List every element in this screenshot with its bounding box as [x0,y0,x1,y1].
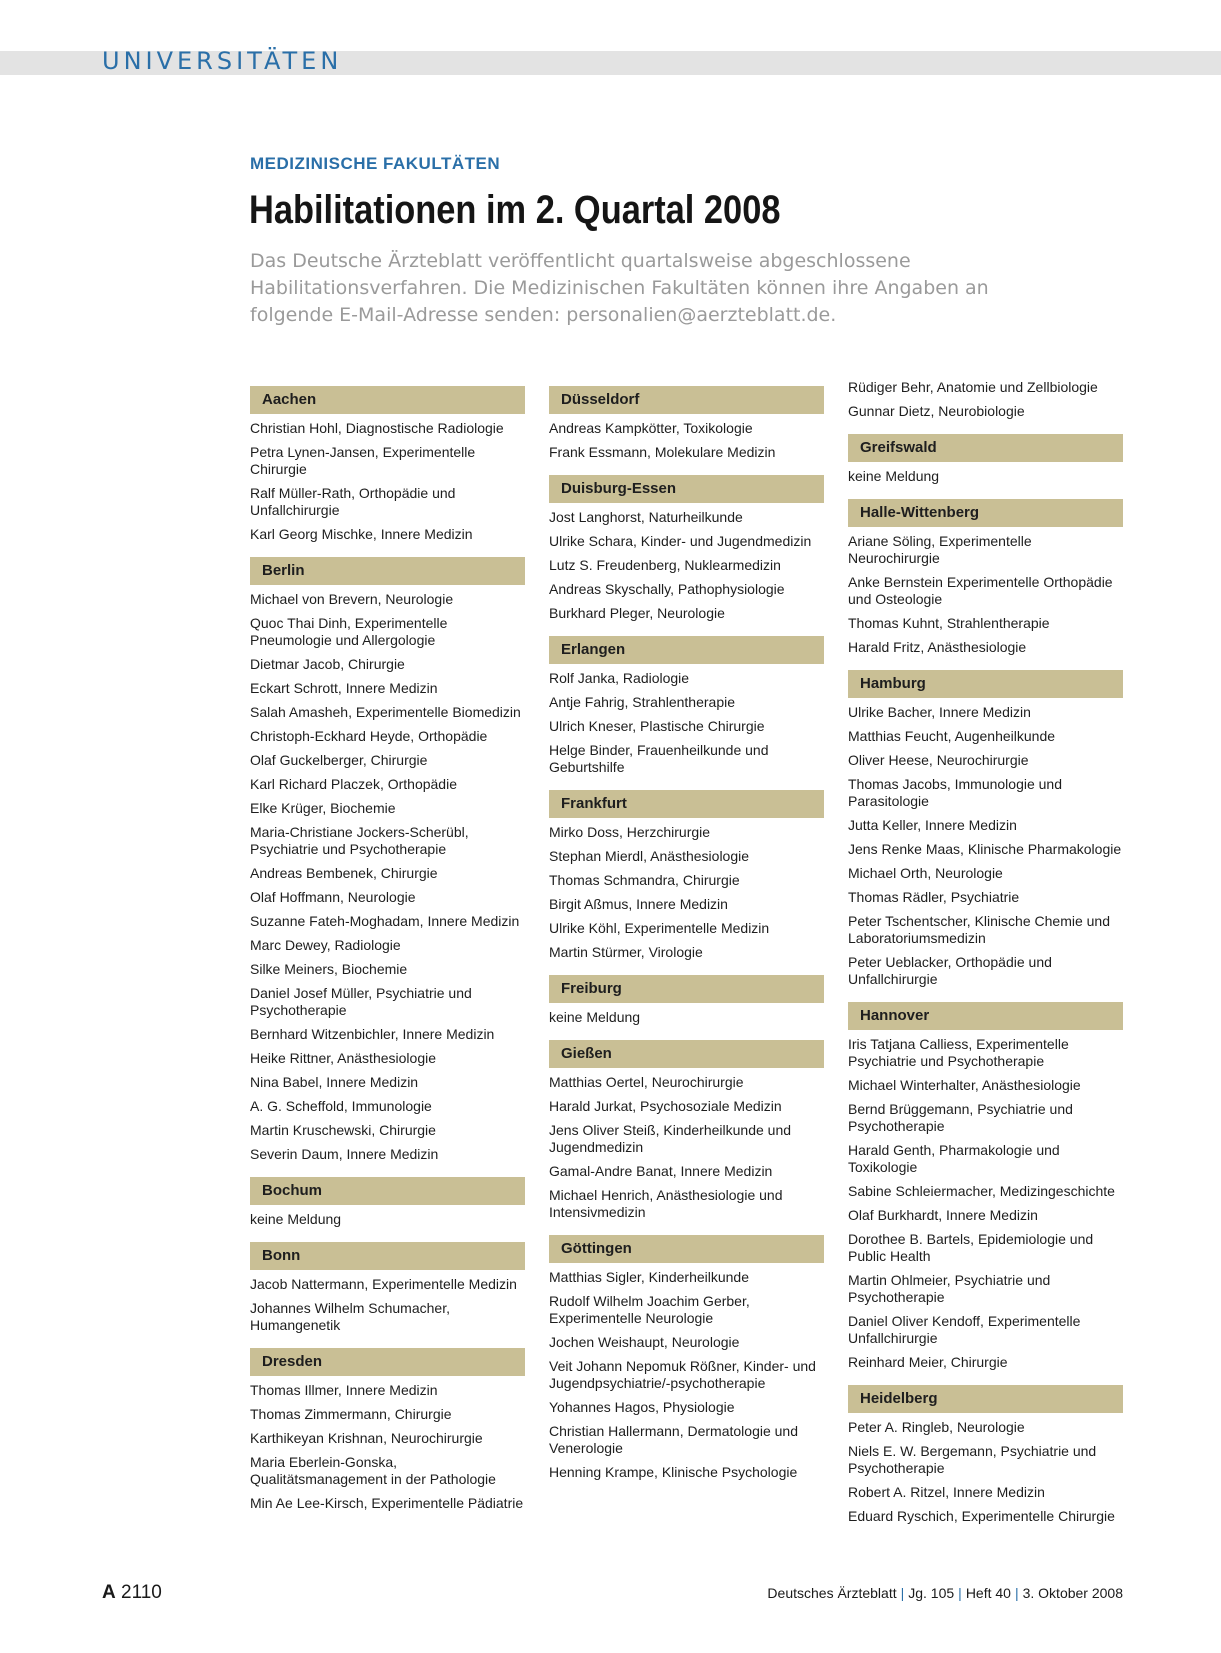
habilitation-list [250,420,525,543]
faculty-group-greifswald [848,434,1123,485]
habilitation-entry: Suzanne Fateh-Moghadam, Innere Medizin [250,913,520,929]
habilitation-entry: Salah Amasheh, Experimentelle Biomedizin [250,704,521,720]
habilitation-entry: Peter Tschentscher, Klinische Chemie und Laboratoriumsmedizin [848,913,1110,946]
habilitation-entry: Matthias Oertel, Neurochirurgie [549,1074,744,1090]
habilitation-entry: Veit Johann Nepomuk Rößner, Kinder- und Jugendpsychiatrie/-psychotherapie [549,1358,816,1391]
habilitation-entry: Antje Fahrig, Strahlentherapie [549,694,735,710]
habilitation-entry: Thomas Jacobs, Immunologie und Parasitologie [848,776,1062,809]
habilitation-entry: Thomas Kuhnt, Strahlentherapie [848,615,1050,631]
habilitation-entry: Frank Essmann, Molekulare Medizin [549,444,776,460]
habilitation-entry: Iris Tatjana Calliess, Experimentelle Psychiatrie und Psychotherapie [848,1036,1069,1069]
faculty-group-hamburg [848,670,1123,988]
habilitation-entry: Daniel Oliver Kendoff, Experimentelle Unfallchirurgie [848,1313,1081,1346]
habilitation-entry: Jens Oliver Steiß, Kinderheilkunde und Jugendmedizin [549,1122,792,1155]
column-1 [250,386,525,1526]
habilitation-entry: Christian Hohl, Diagnostische Radiologie [250,420,504,436]
faculty-header: Heidelberg [848,1385,1123,1413]
habilitation-entry: Dorothee B. Bartels, Epidemiologie und Public Health [848,1231,1094,1264]
habilitation-entry: Gunnar Dietz, Neurobiologie [848,403,1025,419]
faculty-header: Frankfurt [549,790,824,818]
faculty-header: Greifswald [848,434,1123,462]
faculty-group-duisburg-essen [549,475,824,622]
habilitation-entry: Michael Winterhalter, Anästhesiologie [848,1077,1081,1093]
habilitation-entry: Peter A. Ringleb, Neurologie [848,1419,1025,1435]
faculty-group-halle-wittenberg [848,499,1123,656]
habilitation-list [549,1269,824,1481]
habilitation-entry: Christoph-Eckhard Heyde, Orthopädie [250,728,488,744]
habilitation-entry: Silke Meiners, Biochemie [250,961,408,977]
habilitation-entry: Olaf Burkhardt, Innere Medizin [848,1207,1038,1223]
faculty-header: Aachen [250,386,525,414]
faculty-group-hannover [848,1002,1123,1371]
habilitation-entry: Maria-Christiane Jockers-Scherübl, Psychiatrie und Psychotherapie [250,824,469,857]
journal-info [767,1585,1123,1601]
habilitation-entry: Peter Ueblacker, Orthopädie und Unfallchirurgie [848,954,1052,987]
habilitation-entry: Jochen Weishaupt, Neurologie [549,1334,740,1350]
faculty-header: Hannover [848,1002,1123,1030]
habilitation-entry: Christian Hallermann, Dermatologie und Venerologie [549,1423,799,1456]
habilitation-entry: Jens Renke Maas, Klinische Pharmakologie [848,841,1122,857]
habilitation-list [848,468,1123,485]
habilitation-entry: Quoc Thai Dinh, Experimentelle Pneumologie und Allergologie [250,615,448,648]
habilitation-entry: keine Meldung [549,1009,641,1025]
habilitation-entry: Maria Eberlein-Gonska, Qualitätsmanagement in der Pathologie [250,1454,496,1487]
faculty-group-giessen [549,1040,824,1221]
faculty-group-heidelberg [848,1385,1123,1525]
separator: | [958,1585,962,1601]
faculty-header: Freiburg [549,975,824,1003]
separator: | [900,1585,905,1601]
habilitation-entry: Matthias Feucht, Augenheilkunde [848,728,1056,744]
habilitation-entry: Bernd Brüggemann, Psychiatrie und Psychotherapie [848,1101,1073,1134]
faculty-group-berlin [250,557,525,1163]
page-number-value: 2110 [121,1582,162,1603]
habilitation-entry: Marc Dewey, Radiologie [250,937,401,953]
habilitation-entry: Lutz S. Freudenberg, Nuklearmedizin [549,557,781,573]
habilitation-entry: Nina Babel, Innere Medizin [250,1074,419,1090]
habilitation-entry: Michael Orth, Neurologie [848,865,1003,881]
faculty-header: Erlangen [549,636,824,664]
habilitation-entry: Ulrike Köhl, Experimentelle Medizin [549,920,770,936]
habilitation-list [250,1276,525,1334]
habilitation-entry: Thomas Zimmermann, Chirurgie [250,1406,452,1422]
habilitation-entry: Michael von Brevern, Neurologie [250,591,454,607]
faculty-group-bochum [250,1177,525,1228]
journal-volume: Jg. 105 [908,1585,955,1601]
habilitation-entry: Olaf Hoffmann, Neurologie [250,889,416,905]
faculty-header: Berlin [250,557,525,585]
habilitation-entry: keine Meldung [848,468,940,484]
faculty-header: Bonn [250,1242,525,1270]
faculty-header: Halle-Wittenberg [848,499,1123,527]
faculty-header: Düsseldorf [549,386,824,414]
habilitation-entry: Burkhard Pleger, Neurologie [549,605,725,621]
habilitation-entry: Min Ae Lee-Kirsch, Experimentelle Pädiatrie [250,1495,524,1511]
habilitation-entry: Thomas Rädler, Psychiatrie [848,889,1020,905]
habilitation-entry: Rüdiger Behr, Anatomie und Zellbiologie [848,379,1098,395]
habilitation-list [549,509,824,622]
habilitation-entry: Andreas Bembenek, Chirurgie [250,865,438,881]
habilitation-entry: Ulrike Bacher, Innere Medizin [848,704,1031,720]
habilitation-list [848,379,1123,420]
article-title: Habilitationen im 2. Quartal 2008 [249,188,781,232]
habilitation-entry: Henning Krampe, Klinische Psychologie [549,1464,798,1480]
habilitation-entry: Johannes Wilhelm Schumacher, Humangenetik [250,1300,450,1333]
habilitation-entry: Jost Langhorst, Naturheilkunde [549,509,743,525]
habilitation-entry: Robert A. Ritzel, Innere Medizin [848,1484,1045,1500]
habilitation-list [250,591,525,1163]
habilitation-entry: Helge Binder, Frauenheilkunde und Geburtshilfe [549,742,769,775]
habilitation-entry: Karl Richard Placzek, Orthopädie [250,776,457,792]
habilitation-entry: Daniel Josef Müller, Psychiatrie und Psychotherapie [250,985,472,1018]
habilitation-entry: Sabine Schleiermacher, Medizingeschichte [848,1183,1115,1199]
article-kicker: MEDIZINISCHE FAKULTÄTEN [250,154,501,173]
section-label: UNIVERSITÄTEN [102,47,343,75]
separator: | [1014,1585,1019,1601]
habilitation-entry: Rolf Janka, Radiologie [549,670,690,686]
habilitation-entry: Severin Daum, Innere Medizin [250,1146,439,1162]
faculty-group-duesseldorf [549,386,824,461]
faculty-group-frankfurt [549,790,824,961]
habilitation-entry: Karl Georg Mischke, Innere Medizin [250,526,473,542]
habilitation-entry: Bernhard Witzenbichler, Innere Medizin [250,1026,495,1042]
habilitation-entry: Thomas Illmer, Innere Medizin [250,1382,438,1398]
habilitation-entry: Oliver Heese, Neurochirurgie [848,752,1029,768]
journal-issue: Heft 40 [965,1585,1011,1601]
faculty-group-goettingen [549,1235,824,1481]
faculty-group-bonn [250,1242,525,1334]
faculty-header: Bochum [250,1177,525,1205]
habilitation-entry: Martin Kruschewski, Chirurgie [250,1122,436,1138]
habilitation-entry: keine Meldung [250,1211,342,1227]
habilitation-entry: Eckart Schrott, Innere Medizin [250,680,438,696]
faculty-group-aachen [250,386,525,543]
habilitation-entry: Yohannes Hagos, Physiologie [549,1399,735,1415]
habilitation-entry: Mirko Doss, Herzchirurgie [549,824,711,840]
faculty-header: Hamburg [848,670,1123,698]
habilitation-entry: Gamal-Andre Banat, Innere Medizin [549,1163,773,1179]
habilitation-entry: Martin Ohlmeier, Psychiatrie und Psychotherapie [848,1272,1051,1305]
faculty-header: Duisburg-Essen [549,475,824,503]
habilitation-entry: Elke Krüger, Biochemie [250,800,396,816]
habilitation-entry: Birgit Aßmus, Innere Medizin [549,896,728,912]
habilitation-entry: A. G. Scheffold, Immunologie [250,1098,432,1114]
habilitation-entry: Martin Stürmer, Virologie [549,944,703,960]
habilitation-entry: Reinhard Meier, Chirurgie [848,1354,1008,1370]
habilitation-entry: Matthias Sigler, Kinderheilkunde [549,1269,750,1285]
faculty-group-dresden [250,1348,525,1512]
habilitation-entry: Andreas Kampkötter, Toxikologie [549,420,753,436]
column-3 [848,379,1123,1539]
habilitation-entry: Jutta Keller, Innere Medizin [848,817,1017,833]
faculty-header: Dresden [250,1348,525,1376]
page-number [102,1582,162,1604]
article-intro: Das Deutsche Ärzteblatt veröffentlicht quartalsweise abgeschlossene Habilitationsverfahren. Die Medizinischen Fakultäten können ihre Angaben an folgende E-Mail-Adresse senden: personalien@aerzteblatt.de. [250,250,989,326]
faculty-group-erlangen [549,636,824,776]
journal-name: Deutsches Ärzteblatt [767,1585,897,1601]
habilitation-entry: Niels E. W. Bergemann, Psychiatrie und Psychotherapie [848,1443,1097,1476]
habilitation-entry: Heike Rittner, Anästhesiologie [250,1050,436,1066]
habilitation-list [848,533,1123,656]
faculty-group-freiburg [549,975,824,1026]
habilitation-entry: Thomas Schmandra, Chirurgie [549,872,740,888]
faculty-header: Göttingen [549,1235,824,1263]
habilitation-entry: Andreas Skyschally, Pathophysiologie [549,581,785,597]
habilitation-list [549,1074,824,1221]
habilitation-list [549,824,824,961]
habilitation-entry: Stephan Mierdl, Anästhesiologie [549,848,750,864]
habilitation-entry: Ulrich Kneser, Plastische Chirurgie [549,718,765,734]
habilitation-entry: Harald Genth, Pharmakologie und Toxikologie [848,1142,1060,1175]
habilitation-list [250,1382,525,1512]
page-prefix: A [102,1582,116,1603]
faculty-group-continued [848,379,1123,420]
habilitation-list [250,1211,525,1228]
habilitation-list [848,704,1123,988]
journal-date: 3. Oktober 2008 [1022,1585,1123,1601]
habilitation-entry: Rudolf Wilhelm Joachim Gerber, Experimentelle Neurologie [549,1293,750,1326]
habilitation-entry: Ralf Müller-Rath, Orthopädie und Unfallchirurgie [250,485,456,518]
habilitation-entry: Michael Henrich, Anästhesiologie und Intensivmedizin [549,1187,783,1220]
habilitation-list [549,670,824,776]
faculty-header: Gießen [549,1040,824,1068]
habilitation-list [549,1009,824,1026]
habilitation-entry: Olaf Guckelberger, Chirurgie [250,752,428,768]
column-2 [549,386,824,1495]
habilitation-entry: Ariane Söling, Experimentelle Neurochirurgie [848,533,1032,566]
habilitation-entry: Eduard Ryschich, Experimentelle Chirurgie [848,1508,1115,1524]
habilitation-list [549,420,824,461]
habilitation-entry: Petra Lynen-Jansen, Experimentelle Chirurgie [250,444,476,477]
habilitation-list [848,1036,1123,1371]
habilitation-entry: Harald Fritz, Anästhesiologie [848,639,1027,655]
habilitation-entry: Ulrike Schara, Kinder- und Jugendmedizin [549,533,812,549]
habilitation-entry: Dietmar Jacob, Chirurgie [250,656,405,672]
habilitation-entry: Jacob Nattermann, Experimentelle Medizin [250,1276,517,1292]
habilitation-entry: Harald Jurkat, Psychosoziale Medizin [549,1098,782,1114]
habilitation-entry: Karthikeyan Krishnan, Neurochirurgie [250,1430,483,1446]
habilitation-list [848,1419,1123,1525]
habilitation-entry: Anke Bernstein Experimentelle Orthopädie und Osteologie [848,574,1113,607]
